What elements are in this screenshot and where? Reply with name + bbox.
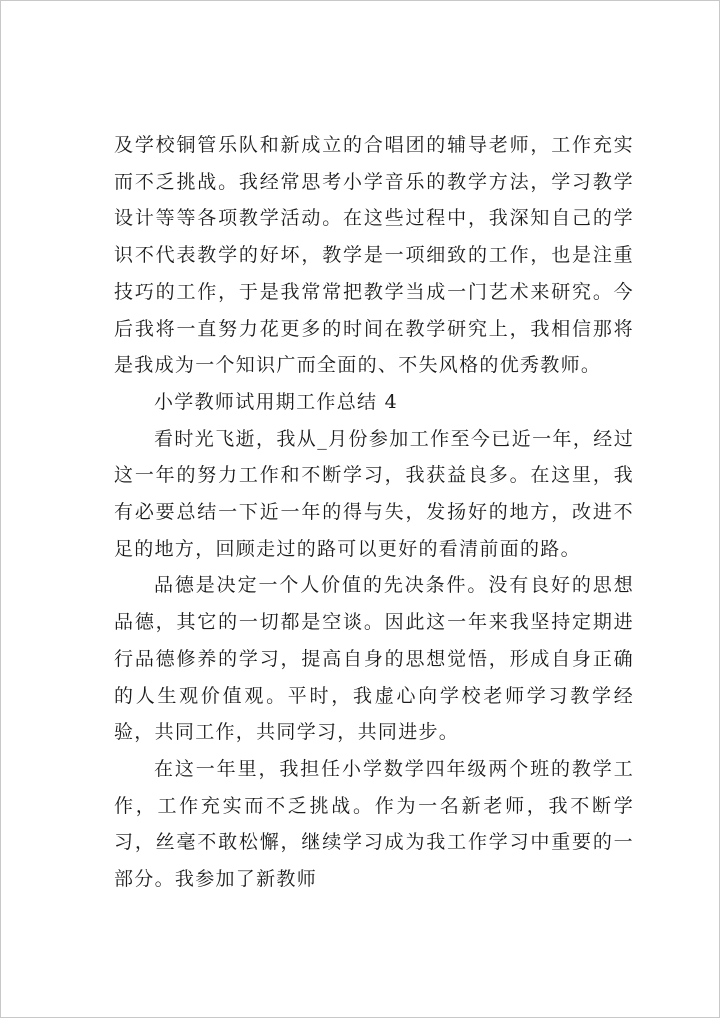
paragraph-time-flies: 看时光飞逝，我从_月份参加工作至今已近一年，经过这一年的努力工作和不断学习，我获益良多。在这里，我有必要总结一下近一年的得与失，发扬好的地方，改进不足的地方，回顾走过的路可以更好的看清前面的路。	[114, 427, 634, 560]
paragraph-teaching-work: 在这一年里，我担任小学数学四年级两个班的教学工作，工作充实而不乏挑战。作为一名新老师，我不断学习，丝毫不敢松懈，继续学习成为我工作学习中重要的一部分。我参加了新教师	[114, 757, 634, 891]
paragraph-moral-character: 品德是决定一个人价值的先决条件。没有良好的思想品德，其它的一切都是空谈。因此这一年来我坚持定期进行品德修养的学习，提高自身的思想觉悟，形成自身正确的人生观价值观。平时，我虚心向学校老师学习教学经验，共同工作，共同学习，共同进步。	[114, 574, 634, 744]
paragraph-continuation: 及学校铜管乐队和新成立的合唱团的辅导老师，工作充实而不乏挑战。我经常思考小学音乐的教学方法，学习教学设计等等各项教学活动。在这些过程中，我深知自己的学识不代表教学的好坏，教学是一项细致的工作，也是注重技巧的工作，于是我常常把教学当成一门艺术来研究。今后我将一直努力花更多的时间在教学研究上，我相信那将是我成为一个知识广而全面的、不失风格的优秀教师。	[114, 134, 634, 377]
document-body	[114, 127, 634, 898]
section-heading: 小学教师试用期工作总结 4	[154, 390, 399, 413]
